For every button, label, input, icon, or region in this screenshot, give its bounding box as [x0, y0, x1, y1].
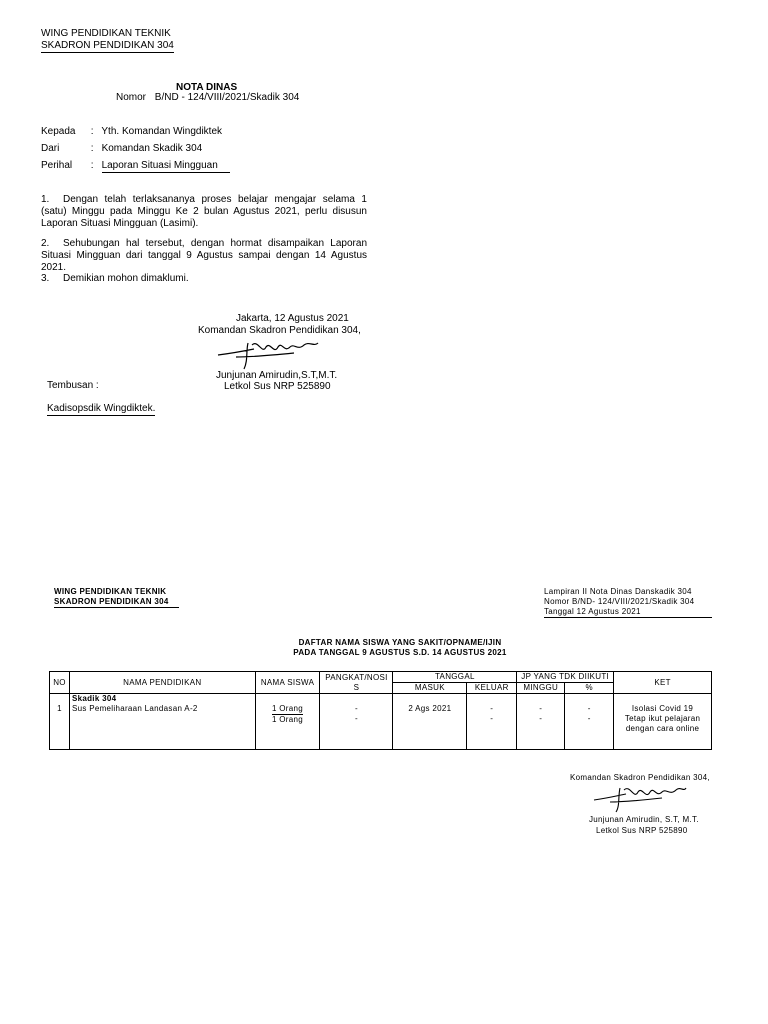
th-masuk: MASUK	[393, 683, 467, 694]
ket-line2: Tetap ikut pelajaran	[624, 714, 701, 723]
cell-pangkat	[320, 694, 393, 750]
cell-no: 1	[50, 694, 70, 750]
th-minggu: MINGGU	[517, 683, 565, 694]
daftar-title	[280, 638, 520, 658]
nomor-label: Nomor	[116, 92, 147, 103]
lampiran-org	[54, 587, 179, 608]
siswa-line1: 1 Orang	[272, 704, 304, 713]
tembusan-label: Tembusan :	[47, 380, 99, 391]
siswa-line2: 1 Orang	[272, 715, 304, 724]
th-persen: %	[565, 683, 614, 694]
perihal-label: Perihal	[41, 160, 73, 171]
pendidikan-line2: Sus Pemeliharaan Landasan A-2	[71, 704, 198, 713]
tembusan-item: Kadisopsdik Wingdiktek.	[47, 403, 156, 414]
kepada-label: Kepada	[41, 126, 76, 137]
th-tanggal: TANGGAL	[393, 672, 517, 683]
th-nama-siswa: NAMA SISWA	[255, 672, 320, 694]
keluar-line1: -	[490, 704, 494, 713]
p3-number: 3.	[41, 273, 50, 284]
sig1-position: Komandan Skadron Pendidikan 304,	[198, 325, 361, 336]
daftar-title-line1: DAFTAR NAMA SISWA YANG SAKIT/OPNAME/IJIN	[298, 638, 502, 647]
cell-minggu	[517, 694, 565, 750]
org-line1: WING PENDIDIKAN TEKNIK	[41, 28, 171, 39]
persen-line2: -	[587, 714, 591, 723]
sig2-position: Komandan Skadron Pendidikan 304,	[570, 773, 710, 782]
p3-text: Demikian mohon dimaklumi.	[63, 273, 189, 284]
th-keluar: KELUAR	[467, 683, 517, 694]
dari-value: Komandan Skadik 304	[101, 143, 203, 154]
perihal-row	[41, 160, 341, 177]
sig2-rank: Letkol Sus NRP 525890	[596, 826, 688, 835]
dari-row	[41, 143, 341, 160]
p2-text: Sehubungan hal tersebut, dengan hormat disampaikan Laporan Situasi Mingguan dari tanggal 9 Agustus sampai dengan 14 Agustus 2021.	[41, 238, 367, 273]
lampiran-ref-line2: Nomor B/ND- 124/VIII/2021/Skadik 304	[544, 597, 695, 606]
dari-colon: :	[90, 143, 94, 154]
address-block	[41, 126, 341, 177]
lampiran-ref-line3: Tanggal 12 Agustus 2021	[544, 607, 712, 618]
table-header-row-1	[50, 672, 712, 683]
perihal-value: Laporan Situasi Mingguan	[102, 160, 230, 173]
lampiran-org-line1: WING PENDIDIKAN TEKNIK	[54, 587, 167, 596]
signature-1	[214, 333, 324, 373]
nota-title: NOTA DINAS	[176, 82, 238, 93]
persen-line1: -	[587, 704, 591, 713]
kepada-colon: :	[90, 126, 94, 137]
org-header	[41, 28, 174, 53]
lampiran-org-line2: SKADRON PENDIDIKAN 304	[54, 597, 179, 608]
cell-pendidikan	[69, 694, 255, 750]
cell-persen	[565, 694, 614, 750]
kepada-row	[41, 126, 341, 143]
lampiran-ref-line1: Lampiran II Nota Dinas Danskadik 304	[544, 587, 692, 596]
dari-label: Dari	[41, 143, 60, 154]
sig2-name: Junjunan Amirudin, S.T, M.T.	[589, 815, 699, 824]
paragraph-3	[41, 273, 367, 285]
paragraph-2	[41, 238, 367, 274]
cell-siswa	[255, 694, 320, 750]
ket-line1: Isolasi Covid 19	[631, 704, 694, 713]
keluar-line2: -	[490, 714, 494, 723]
pangkat-line2: -	[354, 714, 358, 723]
pangkat-line1: -	[354, 704, 358, 713]
daftar-title-line2: PADA TANGGAL 9 AGUSTUS S.D. 14 AGUSTUS 2021	[293, 648, 507, 657]
minggu-line1: -	[539, 704, 543, 713]
th-ket: KET	[614, 672, 712, 694]
kepada-value: Yth. Komandan Wingdiktek	[101, 126, 223, 137]
th-no: NO	[50, 672, 70, 694]
p1-number: 1.	[41, 194, 50, 205]
nota-number	[116, 92, 299, 104]
sig1-name: Junjunan Amirudin,S.T,M.T.	[216, 370, 338, 381]
table-row	[50, 694, 712, 750]
p1-text: Dengan telah terlaksananya proses belajar mengajar selama 1 (satu) Minggu pada Minggu Ke 2 bulan Agustus 2021, perlu disusun Laporan Situasi Mingguan (Lasimi).	[41, 194, 367, 229]
th-pangkat: PANGKAT/NOSI S	[320, 672, 393, 694]
sig1-rank: Letkol Sus NRP 525890	[224, 381, 331, 392]
sig1-place-date: Jakarta, 12 Agustus 2021	[236, 313, 349, 324]
th-jp: JP YANG TDK DIIKUTI	[517, 672, 614, 683]
nomor-value: B/ND - 124/VIII/2021/Skadik 304	[154, 92, 300, 103]
th-nama-pendidikan: NAMA PENDIDIKAN	[69, 672, 255, 694]
p2-number: 2.	[41, 238, 50, 249]
org-line2: SKADRON PENDIDIKAN 304	[41, 40, 174, 51]
daftar-table	[49, 671, 712, 750]
perihal-colon: :	[90, 160, 94, 171]
cell-masuk: 2 Ags 2021	[393, 694, 467, 750]
cell-keluar	[467, 694, 517, 750]
signature-2	[590, 780, 690, 816]
lampiran-ref	[544, 587, 712, 618]
pendidikan-line1: Skadik 304	[71, 694, 117, 703]
paragraph-1	[41, 194, 367, 230]
cell-ket	[614, 694, 712, 750]
minggu-line2: -	[539, 714, 543, 723]
ket-line3: dengan cara online	[625, 724, 700, 733]
